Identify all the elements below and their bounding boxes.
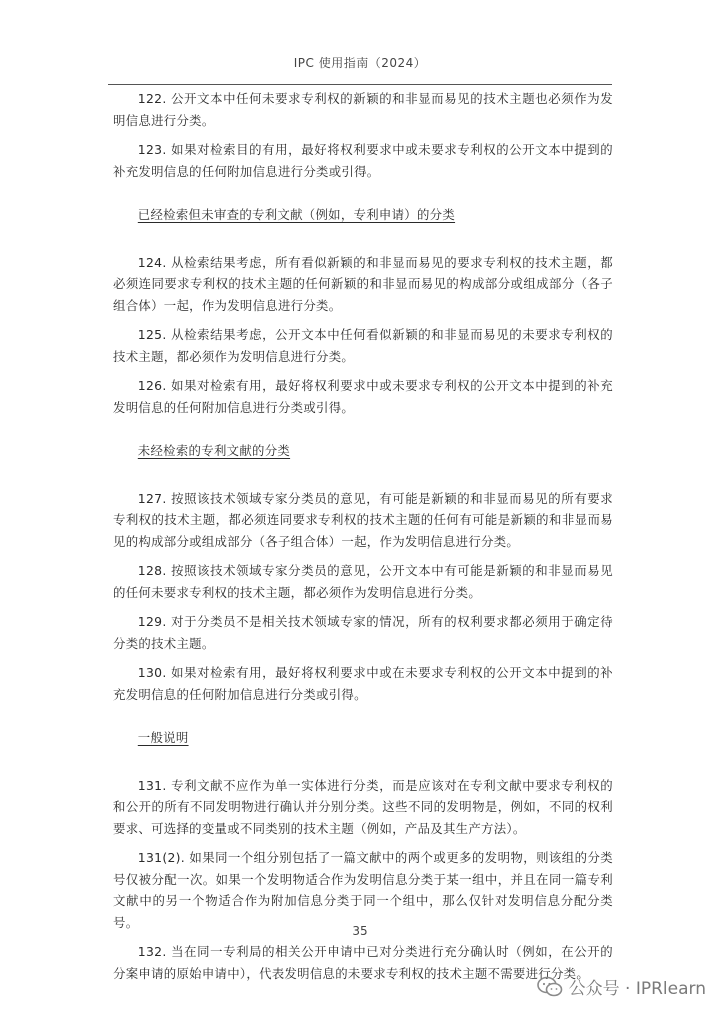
page-number-text: 35 bbox=[352, 924, 368, 938]
paragraph-125: 125. 从检索结果考虑，公开文本中任何看似新颖的和非显而易见的未要求专利权的技术主题，都必须作为发明信息进行分类。 bbox=[113, 327, 613, 364]
page-number bbox=[0, 924, 720, 938]
header-divider bbox=[108, 84, 612, 85]
paragraph-129: 129. 对于分类员不是相关技术领域专家的情况，所有的权利要求都必须用于确定待分类的技术主题。 bbox=[113, 614, 613, 651]
section-heading-text: 未经检索的专利文献的分类 bbox=[137, 443, 291, 458]
watermark bbox=[537, 974, 706, 999]
paragraph-130: 130. 如果对检索有用，最好将权利要求中或在未要求专利权的公开文本中提到的补充发明信息的任何附加信息进行分类或引得。 bbox=[113, 665, 613, 702]
wechat-icon bbox=[537, 976, 563, 998]
section-heading-searched-unexamined bbox=[113, 204, 613, 226]
watermark-text: 公众号 · IPRlearn bbox=[568, 979, 706, 999]
paragraph-127: 127. 按照该技术领域专家分类员的意见，有可能是新颖的和非显而易见的所有要求专利权的技术主题，都必须连同要求专利权的技术主题的任何有可能是新颖的和非显而易见的构成部分或组成部分（各子组合体）一起，作为发明信息进行分类。 bbox=[113, 490, 613, 549]
section-heading-unsearched bbox=[113, 440, 613, 462]
paragraph-124: 124. 从检索结果考虑，所有看似新颖的和非显而易见的要求专利权的技术主题，都必须连同要求专利权的技术主题的任何新颖的和非显而易见的构成部分或组成部分（各子组合体）一起，作为发明信息进行分类。 bbox=[113, 254, 613, 313]
page-header-title: IPC 使用指南（2024） bbox=[293, 56, 427, 70]
paragraph-122: 122. 公开文本中任何未要求专利权的新颖的和非显而易见的技术主题也必须作为发明信息进行分类。 bbox=[113, 91, 613, 128]
section-heading-general-notes bbox=[113, 727, 613, 749]
paragraph-132: 132. 当在同一专利局的相关公开申请中已对分类进行充分确认时（例如，在公开的分案申请的原始申请中），代表发明信息的未要求专利权的技术主题不需要进行分类。 bbox=[113, 944, 613, 981]
paragraph-123: 123. 如果对检索目的有用，最好将权利要求中或未要求专利权的公开文本中提到的补充发明信息的任何附加信息进行分类或引得。 bbox=[113, 142, 613, 179]
document-body bbox=[113, 88, 613, 992]
section-heading-text: 一般说明 bbox=[137, 730, 189, 745]
section-heading-text: 已经检索但未审查的专利文献（例如，专利申请）的分类 bbox=[137, 207, 456, 222]
paragraph-126: 126. 如果对检索有用，最好将权利要求中或未要求专利权的公开文本中提到的补充发明信息的任何附加信息进行分类或引得。 bbox=[113, 378, 613, 415]
paragraph-131-2: 131(2). 如果同一个组分别包括了一篇文献中的两个或更多的发明物，则该组的分类号仅被分配一次。如果一个发明物适合作为发明信息分类于某一组中，并且在同一篇专利文献中的另一个物适合作为附加信息分类于同一个组中，那么仅针对发明信息分配分类号。 bbox=[113, 850, 613, 930]
page-header bbox=[0, 54, 720, 71]
paragraph-131: 131. 专利文献不应作为单一实体进行分类，而是应该对在专利文献中要求专利权的和公开的所有不同发明物进行确认并分别分类。这些不同的发明物是，例如，不同的权利要求、可选择的变量或不同类别的技术主题（例如，产品及其生产方法）。 bbox=[113, 777, 613, 836]
paragraph-128: 128. 按照该技术领域专家分类员的意见，公开文本中有可能是新颖的和非显而易见的任何未要求专利权的技术主题，都必须作为发明信息进行分类。 bbox=[113, 563, 613, 600]
